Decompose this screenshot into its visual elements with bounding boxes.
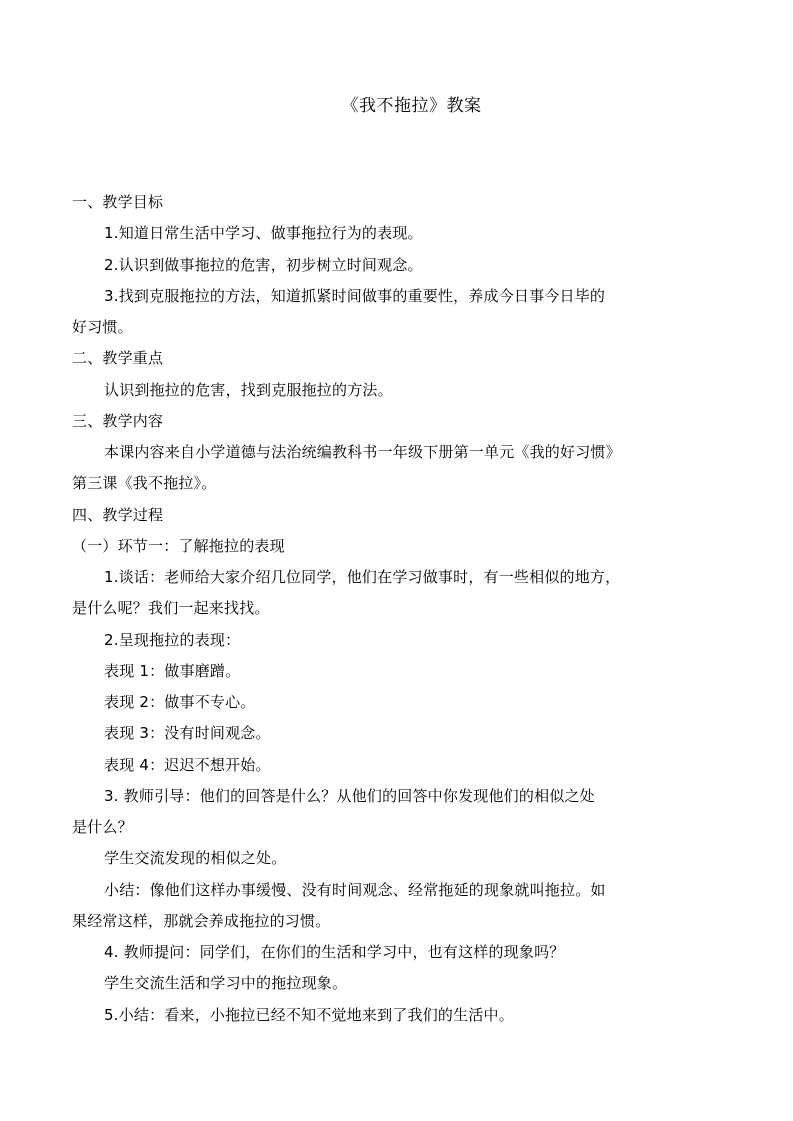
paragraph-line: 1.知道日常生活中学习、做事拖拉行为的表现。: [104, 224, 423, 242]
paragraph-line: 是什么呢？我们一起来找找。: [72, 599, 270, 617]
paragraph-line: 2.呈现拖拉的表现：: [104, 631, 241, 649]
subheading-step-one: （一）环节一：了解拖拉的表现: [72, 537, 285, 555]
list-item: 表现 3：没有时间观念。: [104, 724, 271, 742]
paragraph-line: 5.小结：看来，小拖拉已经不知不觉地来到了我们的生活中。: [104, 1006, 514, 1024]
paragraph-line: 4. 教师提问：同学们，在你们的生活和学习中，也有这样的现象吗？: [104, 943, 565, 961]
paragraph-line: 认识到拖拉的危害，找到克服拖拉的方法。: [104, 381, 393, 399]
heading-key-points: 二、教学重点: [72, 349, 164, 367]
heading-content: 三、教学内容: [72, 412, 164, 430]
paragraph-line: 好习惯。: [72, 318, 133, 336]
paragraph-line: 学生交流发现的相似之处。: [104, 849, 287, 867]
document-title: 《我不拖拉》教案: [341, 96, 482, 116]
heading-objectives: 一、教学目标: [72, 193, 164, 211]
paragraph-line: 3.找到克服拖拉的方法，知道抓紧时间做事的重要性，养成今日事今日毕的: [104, 287, 606, 305]
paragraph-line: 1.谈话：老师给大家介绍几位同学，他们在学习做事时，有一些相似的地方，: [104, 568, 621, 586]
paragraph-line: 第三课《我不拖拉》。: [72, 474, 217, 492]
list-item: 表现 4：迟迟不想开始。: [104, 756, 271, 774]
list-item: 表现 1：做事磨蹭。: [104, 662, 241, 680]
paragraph-line: 果经常这样，那就会养成拖拉的习惯。: [72, 912, 331, 930]
heading-process: 四、教学过程: [72, 506, 164, 524]
paragraph-line: 3. 教师引导：他们的回答是什么？从他们的回答中你发现他们的相似之处: [104, 787, 595, 805]
paragraph-line: 是什么？: [72, 818, 133, 836]
list-item: 表现 2：做事不专心。: [104, 693, 256, 711]
paragraph-line: 本课内容来自小学道德与法治统编教科书一年级下册第一单元《我的好习惯》: [104, 443, 621, 461]
paragraph-line: 学生交流生活和学习中的拖拉现象。: [104, 974, 348, 992]
paragraph-line: 小结：像他们这样办事缓慢、没有时间观念、经常拖延的现象就叫拖拉。如: [104, 881, 606, 899]
paragraph-line: 2.认识到做事拖拉的危害，初步树立时间观念。: [104, 256, 423, 274]
